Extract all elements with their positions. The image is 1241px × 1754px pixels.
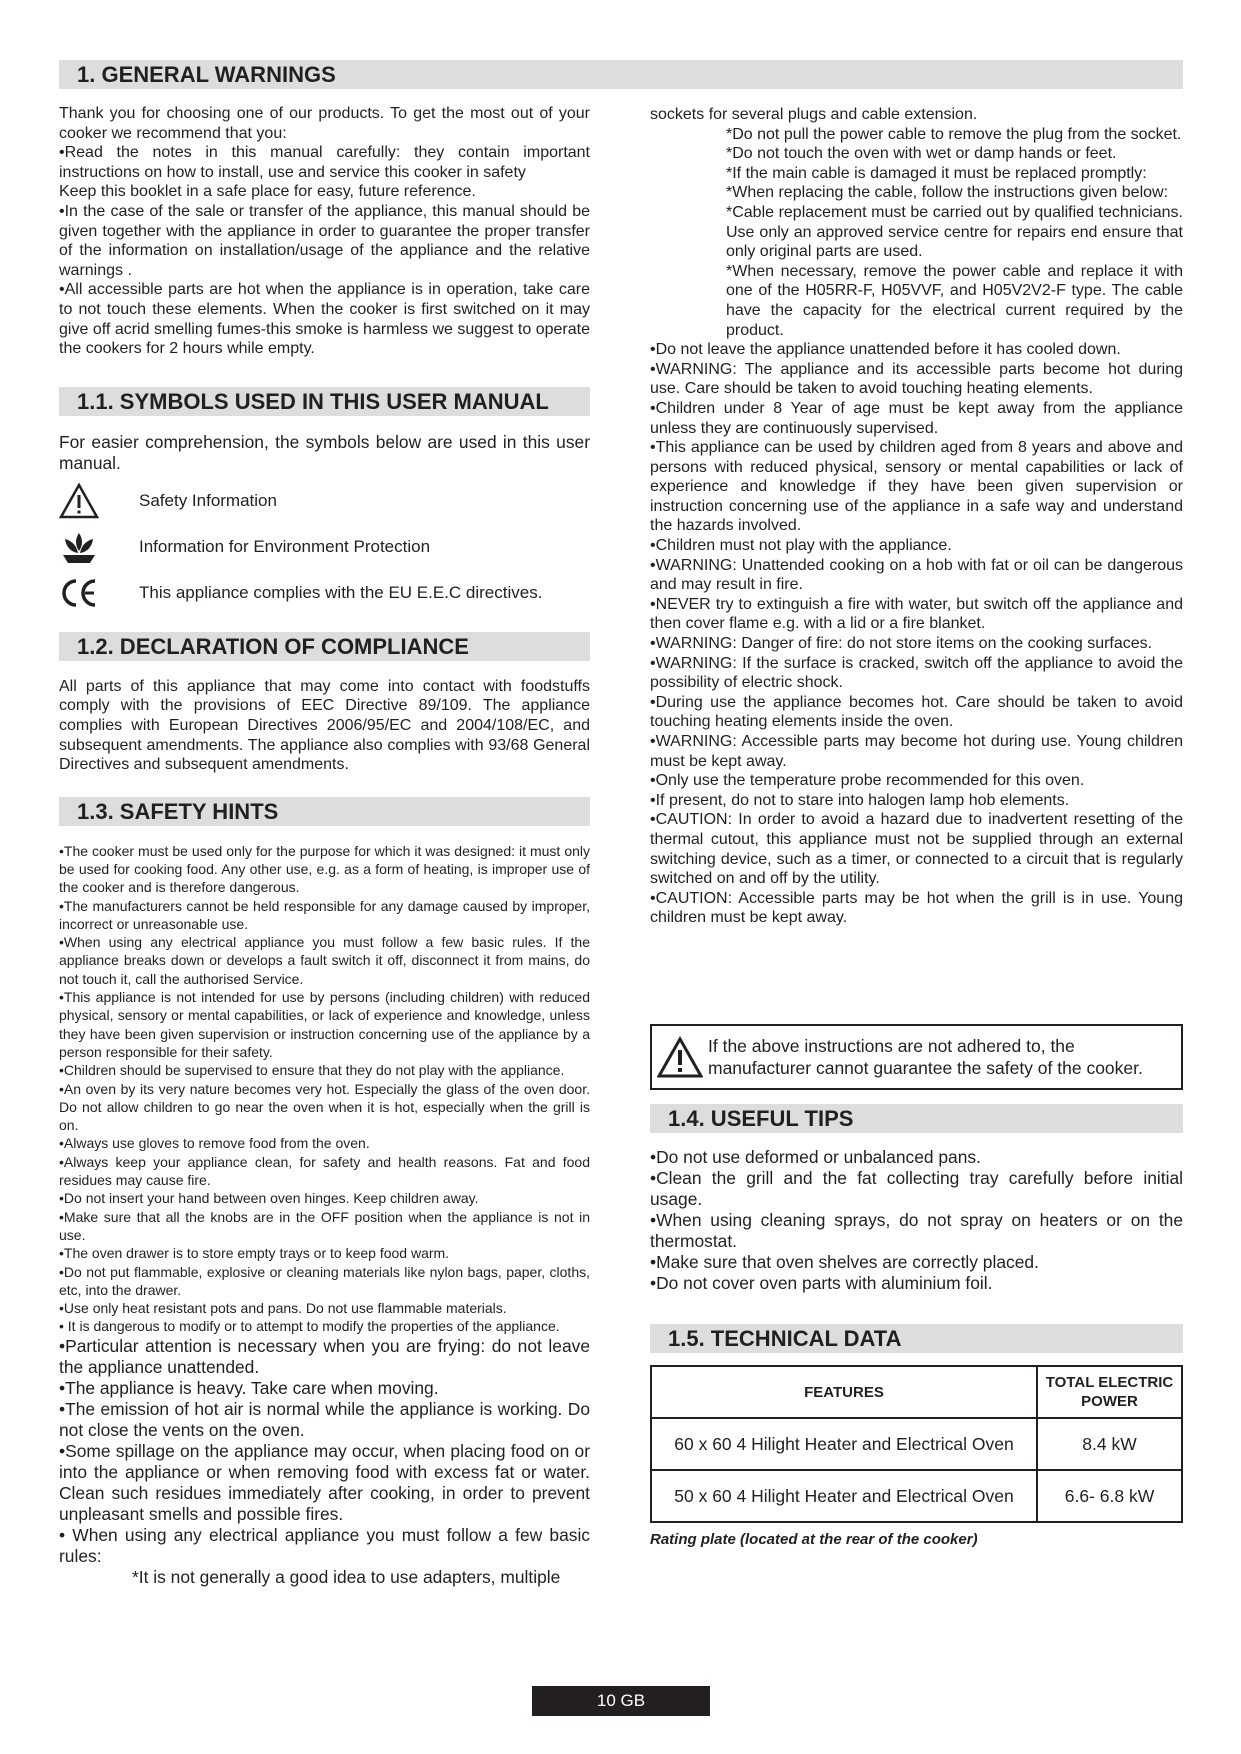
- page-number: 10 GB: [532, 1686, 710, 1716]
- list-item: •When using any electrical appliance you must follow a few basic rules. If the appliance breaks down or develops a fault switch it off, disconnect it from mains, do not touch it, call the authorised Service.: [59, 934, 590, 987]
- list-item: *Do not pull the power cable to remove the plug from the socket.: [726, 125, 1182, 143]
- symbol-list: [59, 478, 590, 616]
- list-item: •Do not put flammable, explosive or cleaning materials like nylon bags, paper, cloths, etc, into the drawer.: [59, 1263, 590, 1298]
- right-column-lower: [650, 1024, 1183, 1548]
- list-item: •WARNING: Accessible parts may become hot during use. Young children must be kept away.: [650, 733, 1183, 770]
- list-item: • When using any electrical appliance you must follow a few basic rules:: [59, 1524, 590, 1566]
- paragraph: •All accessible parts are hot when the appliance is in operation, take care to not touch these elements. When the cooker is first switched on it may give off acrid smelling fumes-this smoke is harmless we suggest to operate the cookers for 2 hours while empty.: [59, 281, 590, 358]
- list-item: *When necessary, remove the power cable and replace it with one of the H05RR-F, H05VVF, and H05V2V2-F type. The cable have the capacity for the electrical current required by the product.: [726, 262, 1183, 339]
- list-item: •Children under 8 Year of age must be kept away from the appliance unless they are continuously supervised.: [650, 399, 1183, 437]
- table-cell: 60 x 60 4 Hilight Heater and Electrical Oven: [651, 1418, 1037, 1470]
- list-item: •The cooker must be used only for the purpose for which it was designed: it must only be used for cooking food. Any other use, e.g. as a form of heating, is improper use of the cooker and is therefore dangerous.: [59, 842, 590, 896]
- list-item: •Children must not play with the appliance.: [650, 537, 952, 555]
- list-item: •Only use the temperature probe recommended for this oven.: [650, 772, 1085, 790]
- list-item: •Use only heat resistant pots and pans. Do not use flammable materials.: [59, 1300, 507, 1317]
- left-column: [59, 104, 590, 1588]
- paragraph: Keep this booklet in a safe place for easy, future reference.: [59, 183, 476, 201]
- list-item: •Children should be supervised to ensure that they do not play with the appliance.: [59, 1062, 565, 1079]
- general-warnings-body: [59, 104, 590, 359]
- symbol-row: [59, 524, 590, 570]
- compliance-text: All parts of this appliance that may come into contact with foodstuffs comply with the provisions of EEC Directive 89/109. The appliance complies with European Directives 2006/95/EC and 2004/108/EC, and subsequent amendments. The appliance also complies with 93/68 General Directives and subsequent amendments.: [59, 677, 590, 774]
- symbol-row: [59, 478, 590, 524]
- ce-mark-icon: [59, 573, 139, 613]
- table-cell: 50 x 60 4 Hilight Heater and Electrical Oven: [651, 1470, 1037, 1522]
- symbol-row: [59, 570, 590, 616]
- warning-triangle-icon: [59, 481, 139, 521]
- table-cell: 8.4 kW: [1037, 1418, 1182, 1470]
- table-header-cell: TOTAL ELECTRIC POWER: [1037, 1366, 1182, 1418]
- list-item: •Always keep your appliance clean, for safety and health reasons. Fat and food residues may cause fire.: [59, 1153, 590, 1189]
- list-item: *Cable replacement must be carried out by qualified technicians. Use only an approved service centre for repairs end ensure that only original parts are used.: [726, 203, 1183, 261]
- symbol-label: Safety Information: [139, 490, 277, 510]
- warning-triangle-icon: [652, 1036, 708, 1078]
- list-item: •CAUTION: Accessible parts may be hot when the grill is in use. Young children must be kept away.: [650, 889, 1183, 927]
- list-item: •This appliance is not intended for use by persons (including children) with reduced physical, sensory or mental capabilities, or lack of experience and knowledge, unless they have been given supervision or instruction concerning use of the appliance by a person responsible for their safety.: [59, 989, 590, 1060]
- list-item: •Always use gloves to remove food from the oven.: [59, 1135, 370, 1152]
- list-item: •Make sure that oven shelves are correctly placed.: [650, 1252, 1039, 1272]
- list-item: •Clean the grill and the fat collecting tray carefully before initial usage.: [650, 1168, 1183, 1209]
- symbols-intro: For easier comprehension, the symbols below are used in this user manual.: [59, 431, 590, 473]
- table-row: [651, 1418, 1182, 1470]
- list-item: *When replacing the cable, follow the instructions given below:: [726, 184, 1169, 202]
- right-column: [650, 105, 1183, 928]
- list-item: •The appliance is heavy. Take care when moving.: [59, 1377, 439, 1398]
- table-row: [651, 1470, 1182, 1522]
- warning-box-text: If the above instructions are not adhered to, the manufacturer cannot guarantee the safety of the cooker.: [708, 1036, 1143, 1078]
- list-item: •During use the appliance becomes hot. Care should be taken to avoid touching heating elements inside the oven.: [650, 693, 1183, 731]
- list-item: sockets for several plugs and cable extension.: [650, 106, 978, 123]
- list-item: •NEVER try to extinguish a fire with water, but switch off the appliance and then cover flame e.g. with a lid or a fire blanket.: [650, 595, 1183, 633]
- list-item: •Do not leave the appliance unattended before it has cooled down.: [650, 341, 1121, 359]
- list-item: •Some spillage on the appliance may occur, when placing food on or into the appliance or when removing food with excess fat or water. Clean such residues immediately after cooking, in order to prevent unpleasant smells and possible fires.: [59, 1440, 590, 1524]
- environment-icon: [59, 527, 139, 567]
- list-item: •When using cleaning sprays, do not spray on heaters or on the thermostat.: [650, 1210, 1183, 1251]
- section-title-useful-tips: 1.4. USEFUL TIPS: [650, 1104, 1183, 1133]
- list-item: •CAUTION: In order to avoid a hazard due to inadvertent resetting of the thermal cutout, this appliance must not be supplied through an external switching device, such as a timer, or connected to a circuit that is regularly switched on and off by the utility.: [650, 811, 1183, 888]
- paragraph: •In the case of the sale or transfer of the appliance, this manual should be given together with the appliance in order to guarantee the proper transfer of the information on installation/usage of the appliance and the relative warnings .: [59, 202, 590, 279]
- section-title-technical-data: 1.5. TECHNICAL DATA: [650, 1324, 1183, 1353]
- table-cell: 6.6- 6.8 kW: [1037, 1470, 1182, 1522]
- list-item: •Do not cover oven parts with aluminium foil.: [650, 1273, 993, 1293]
- section-title-safety-hints: 1.3. SAFETY HINTS: [59, 797, 590, 826]
- safety-hints-large-list: [59, 1336, 590, 1588]
- paragraph: Thank you for choosing one of our products. To get the most out of your cooker we recommend that you:: [59, 105, 590, 142]
- list-item: •The manufacturers cannot be held responsible for any damage caused by improper, incorrect or unreasonable use.: [59, 897, 590, 932]
- symbol-label: Information for Environment Protection: [139, 536, 431, 556]
- safety-hints-small-list: [59, 842, 590, 1336]
- list-item: • It is dangerous to modify or to attempt to modify the properties of the appliance.: [59, 1318, 560, 1335]
- table-header-row: [651, 1366, 1182, 1418]
- useful-tips-list: [650, 1147, 1183, 1294]
- list-item: •Do not use deformed or unbalanced pans.: [650, 1147, 981, 1167]
- list-item: •Particular attention is necessary when you are frying: do not leave the appliance unattended.: [59, 1335, 590, 1377]
- list-item: •The emission of hot air is normal while the appliance is working. Do not close the vents on the oven.: [59, 1398, 590, 1440]
- list-item: •Make sure that all the knobs are in the OFF position when the appliance is not in use.: [59, 1208, 590, 1243]
- list-item: •WARNING: If the surface is cracked, switch off the appliance to avoid the possibility of electric shock.: [650, 654, 1183, 692]
- table-header-cell: FEATURES: [651, 1366, 1037, 1418]
- technical-data-table: [650, 1365, 1183, 1523]
- list-item: •Do not insert your hand between oven hinges. Keep children away.: [59, 1190, 479, 1207]
- warning-box: [650, 1024, 1183, 1090]
- list-item: •An oven by its very nature becomes very hot. Especially the glass of the oven door. Do not allow children to go near the oven when it is hot, especially when the grill is on.: [59, 1080, 590, 1134]
- section-title-general-warnings: 1. GENERAL WARNINGS: [59, 60, 1183, 89]
- list-item: *Do not touch the oven with wet or damp hands or feet.: [726, 145, 1117, 163]
- list-item: •This appliance can be used by children aged from 8 years and above and persons with reduced physical, sensory or mental capabilities or lack of experience and knowledge if they have been given supervision or instruction concerning use of the appliance in a safe way and understand the hazards involved.: [650, 439, 1183, 535]
- list-item: •WARNING: Unattended cooking on a hob with fat or oil can be dangerous and may result in fire.: [650, 556, 1183, 594]
- electrical-rules-list: [650, 105, 1183, 928]
- paragraph: •Read the notes in this manual carefully: they contain important instructions on how to install, use and service this cooker in safety: [59, 144, 590, 181]
- symbol-label: This appliance complies with the EU E.E.C directives.: [139, 582, 543, 602]
- list-item: *If the main cable is damaged it must be replaced promptly:: [726, 164, 1147, 182]
- list-item: •If present, do not to stare into halogen lamp hob elements.: [650, 791, 1070, 809]
- list-item: •The oven drawer is to store empty trays or to keep food warm.: [59, 1245, 450, 1262]
- list-item: *It is not generally a good idea to use adapters, multiple: [132, 1566, 561, 1587]
- rating-plate-caption: Rating plate (located at the rear of the cooker): [650, 1531, 978, 1548]
- section-title-compliance: 1.2. DECLARATION OF COMPLIANCE: [59, 632, 590, 661]
- list-item: •WARNING: The appliance and its accessible parts become hot during use. Care should be taken to avoid touching heating elements.: [650, 360, 1183, 398]
- section-title-symbols: 1.1. SYMBOLS USED IN THIS USER MANUAL: [59, 387, 590, 416]
- list-item: •WARNING: Danger of fire: do not store items on the cooking surfaces.: [650, 635, 1153, 653]
